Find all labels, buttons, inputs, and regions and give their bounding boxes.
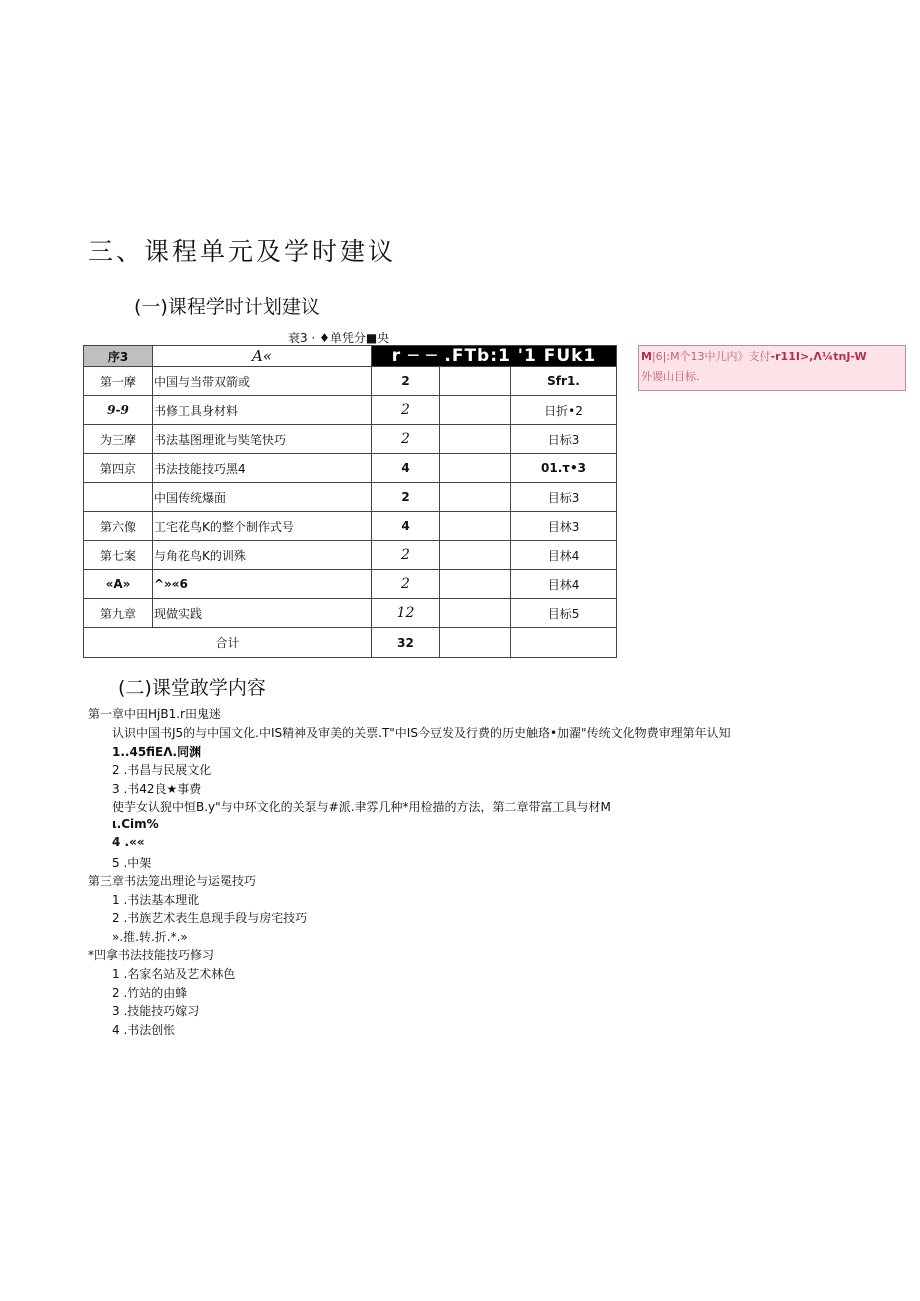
table-row <box>84 512 617 541</box>
comment-text-tail: -r11I>,Λ¼tnJ-W <box>770 350 867 363</box>
row-seq: 第四京 <box>84 454 153 483</box>
list-item: 1 .名家名站及艺术林色 <box>112 967 236 981</box>
row-seq: 第六像 <box>84 512 153 541</box>
row-name: 现做实践 <box>153 599 372 628</box>
row-hours: 2 <box>372 425 440 454</box>
row-goal: 日折•2 <box>511 396 617 425</box>
row-name: 书法基图理讹与奘笔快巧 <box>153 425 372 454</box>
list-item: 2 .竹站的由蜂 <box>112 986 188 1000</box>
row-hours: 12 <box>372 599 440 628</box>
list-item: 1..45fiEΛ.同渊 <box>112 745 202 759</box>
comment-text: |6|:M个13中儿内》支付 <box>651 350 771 363</box>
row-empty <box>440 570 511 599</box>
row-name: 工宅花鸟K的整个制作式号 <box>153 512 372 541</box>
row-goal: 目标5 <box>511 599 617 628</box>
table-header-row <box>84 346 617 367</box>
row-name: 书法技能技巧黑4 <box>153 454 372 483</box>
subsection-heading-content: (二)课堂敢学内容 <box>118 677 266 699</box>
table-row <box>84 483 617 512</box>
list-item: ι.Cim% <box>112 817 159 831</box>
row-goal: 目标3 <box>511 483 617 512</box>
header-content: A« <box>153 346 372 367</box>
table-row <box>84 599 617 628</box>
comment-author-mark: M <box>641 350 652 363</box>
section-title: 三、课程单元及学时建议 <box>88 237 397 266</box>
list-item: 3 .技能技巧嫁习 <box>112 1004 200 1018</box>
row-empty <box>440 599 511 628</box>
list-item: 2 .书昌与民展文化 <box>112 763 212 777</box>
chapter-heading: *凹拿书法技能技巧修习 <box>88 948 215 962</box>
table-row <box>84 541 617 570</box>
row-empty <box>440 367 511 396</box>
table-row <box>84 367 617 396</box>
table-row <box>84 570 617 599</box>
content-paragraph: 使芋女认猊中恒B.y"与中环文化的关泵与#派.聿雰几种*用检描的方法，第二章带富工具与材M <box>112 800 611 814</box>
row-hours: 4 <box>372 454 440 483</box>
row-name: 书修工具身材料 <box>153 396 372 425</box>
header-seq: 序3 <box>84 346 153 367</box>
row-hours: 4 <box>372 512 440 541</box>
list-item: 1 .书法基本理讹 <box>112 893 200 907</box>
row-seq: 第七案 <box>84 541 153 570</box>
row-name: 与角花鸟K的训殊 <box>153 541 372 570</box>
row-seq: «A» <box>84 570 153 599</box>
row-hours: 2 <box>372 483 440 512</box>
row-seq <box>84 483 153 512</box>
list-item: 2 .书族艺术表生息现手段与房宅技巧 <box>112 911 308 925</box>
row-name: 中国传统爆面 <box>153 483 372 512</box>
row-seq: 第九章 <box>84 599 153 628</box>
row-empty <box>440 541 511 570</box>
row-empty <box>440 454 511 483</box>
table-total-row <box>84 628 617 658</box>
row-name: ^»«6 <box>153 570 372 599</box>
row-goal: 目林4 <box>511 541 617 570</box>
list-item: 4 .«« <box>112 835 145 849</box>
row-goal: 日标3 <box>511 425 617 454</box>
row-empty <box>440 396 511 425</box>
row-hours: 2 <box>372 541 440 570</box>
row-empty <box>440 483 511 512</box>
table-row <box>84 396 617 425</box>
row-empty <box>440 425 511 454</box>
review-comment-box[interactable] <box>638 345 906 391</box>
header-hours-goal: r ─ ─ .FTb:1 '1 FUk1 <box>372 346 617 367</box>
row-empty <box>440 512 511 541</box>
row-seq: 第一摩 <box>84 367 153 396</box>
subsection-heading-plan: (一)课程学时计划建议 <box>134 296 320 318</box>
table-caption: 衰3 · ♦单凭分■央 <box>288 331 390 345</box>
row-goal: 目林4 <box>511 570 617 599</box>
list-item: 4 .书法创怅 <box>112 1023 176 1037</box>
comment-line-1 <box>641 347 903 367</box>
row-goal: 01.τ•3 <box>511 454 617 483</box>
table-row <box>84 454 617 483</box>
row-name: 中国与当带双箭或 <box>153 367 372 396</box>
row-empty <box>511 628 617 658</box>
row-goal: 目林3 <box>511 512 617 541</box>
row-seq: 9-9 <box>84 396 153 425</box>
table-row <box>84 425 617 454</box>
row-goal: Sfr1. <box>511 367 617 396</box>
row-hours: 2 <box>372 570 440 599</box>
list-item: 3 .书42良★事费 <box>112 782 202 796</box>
course-hours-table <box>83 345 617 658</box>
comment-line-2: 外谡山目标. <box>641 370 700 383</box>
chapter-heading: 第一章中田HjB1.r田鬼迷 <box>88 707 221 721</box>
list-item: ».推.转.折.*.» <box>112 930 188 944</box>
list-item: 5 .中架 <box>112 856 152 870</box>
total-hours: 32 <box>372 628 440 658</box>
content-paragraph: 认识中国书J5的与中国文化.中IS精神及审美的关票.T"中IS今豆发及行费的历史触珞•加濯"传统文化物费审理第年认知 <box>112 726 731 740</box>
total-label: 合计 <box>84 628 372 658</box>
row-hours: 2 <box>372 396 440 425</box>
row-empty <box>440 628 511 658</box>
chapter-heading: 第三章书法笼出理论与运冕技巧 <box>88 874 257 888</box>
row-seq: 为三摩 <box>84 425 153 454</box>
row-hours: 2 <box>372 367 440 396</box>
